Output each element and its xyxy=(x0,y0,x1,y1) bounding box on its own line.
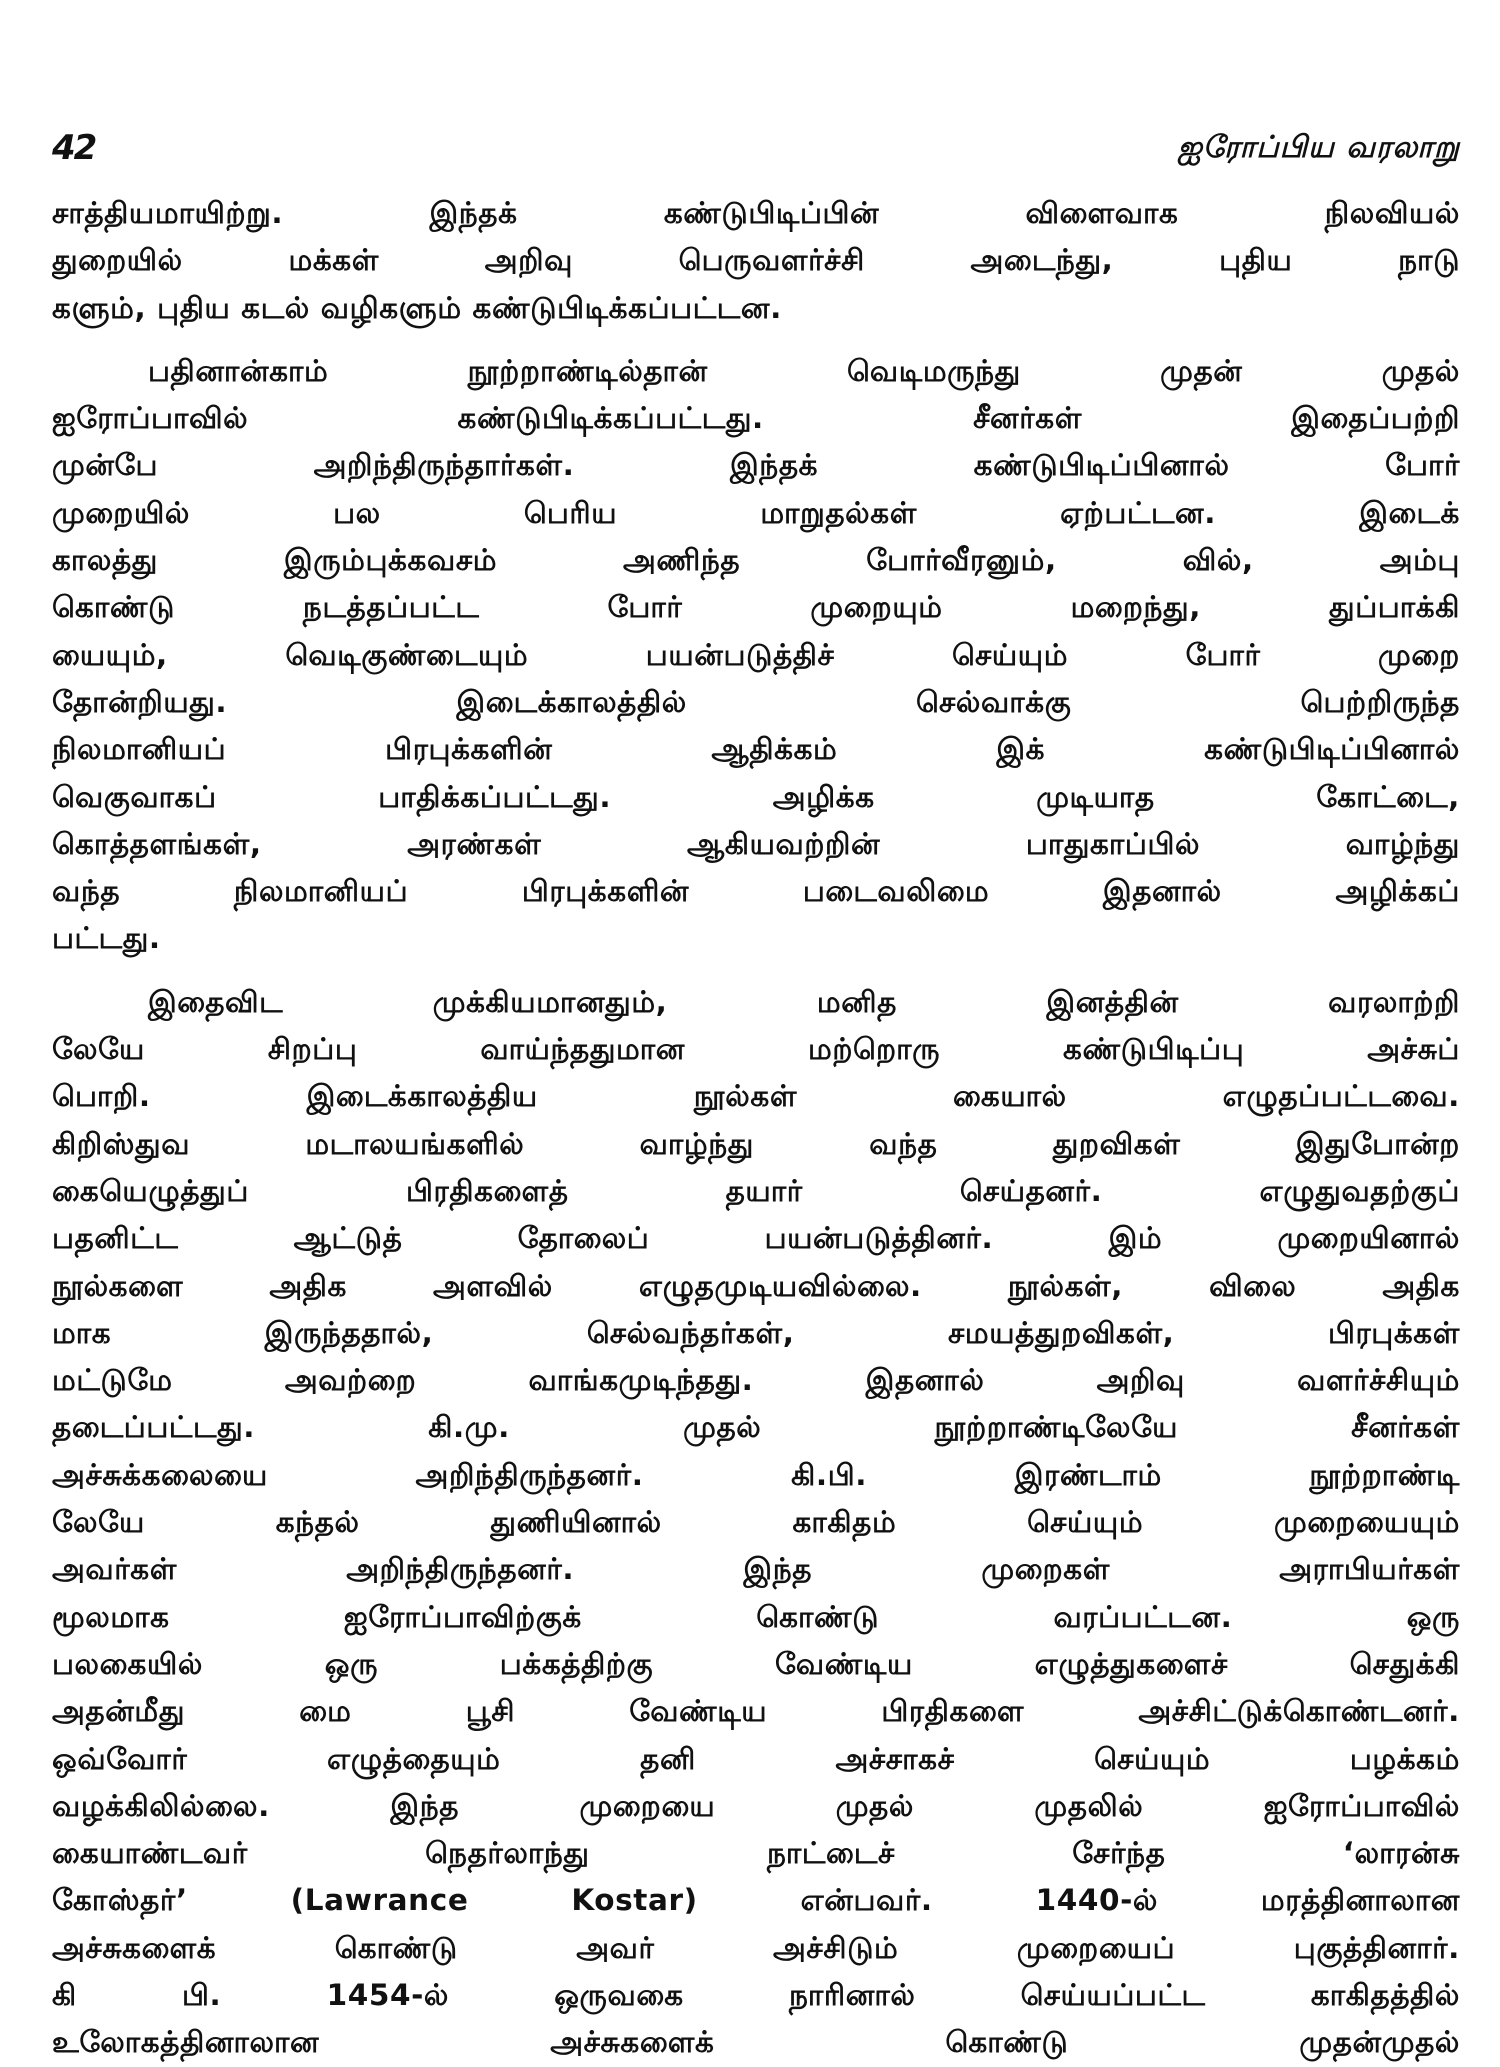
text-line: கொண்டு நடத்தப்பட்ட போர் முறையும் மறைந்து, துப்பாக்கி xyxy=(52,590,1460,625)
text-line: பதினான்காம் நூற்றாண்டில்தான் வெடிமருந்து முதன் முதல் xyxy=(148,353,1460,388)
text-line: நூல்களை அதிக அளவில் எழுதமுடியவில்லை. நூல்கள், விலை அதிக xyxy=(52,1268,1460,1303)
paragraph-3 xyxy=(52,979,1460,2067)
text-line: வழக்கிலில்லை. இந்த முறையை முதல் முதலில் ஐரோப்பாவில் xyxy=(52,1788,1460,1823)
text-line: பதனிட்ட ஆட்டுத் தோலைப் பயன்படுத்தினர். இம் முறையினால் xyxy=(52,1221,1460,1256)
text-line: இதைவிட முக்கியமானதும், மனித இனத்தின் வரலாற்றி xyxy=(148,984,1460,1019)
text-line: நிலமானியப் பிரபுக்களின் ஆதிக்கம் இக் கண்டுபிடிப்பினால் xyxy=(52,732,1460,767)
text-line: மாக இருந்ததால், செல்வந்தர்கள், சமயத்துறவிகள், பிரபுக்கள் xyxy=(52,1315,1460,1350)
text-line: வந்த நிலமானியப் பிரபுக்களின் படைவலிமை இதனால் அழிக்கப் xyxy=(52,874,1460,909)
text-line: கி பி. 1454-ல் ஒருவகை நாரினால் செய்யப்பட்ட காகிதத்தில் xyxy=(52,1977,1460,2012)
text-line: காலத்து இரும்புக்கவசம் அணிந்த போர்வீரனும், வில், அம்பு xyxy=(52,543,1460,578)
text-line: துறையில் மக்கள் அறிவு பெருவளர்ச்சி அடைந்து, புதிய நாடு xyxy=(52,243,1460,278)
text-line: வெகுவாகப் பாதிக்கப்பட்டது. அழிக்க முடியாத கோட்டை, xyxy=(52,779,1460,814)
text-line: ஐரோப்பாவில் கண்டுபிடிக்கப்பட்டது. சீனர்கள் இதைப்பற்றி xyxy=(52,401,1460,436)
text-line: தோன்றியது. இடைக்காலத்தில் செல்வாக்கு பெற்றிருந்த xyxy=(52,684,1460,719)
text-line: முன்பே அறிந்திருந்தார்கள். இந்தக் கண்டுபிடிப்பினால் போர் xyxy=(52,448,1460,483)
text-line: ஒவ்வோர் எழுத்தையும் தனி அச்சாகச் செய்யும் பழக்கம் xyxy=(52,1741,1460,1776)
paragraph-1 xyxy=(52,190,1460,332)
text-line: கையெழுத்துப் பிரதிகளைத் தயார் செய்தனர். எழுதுவதற்குப் xyxy=(52,1173,1460,1208)
text-line: மட்டுமே அவற்றை வாங்கமுடிந்தது. இதனால் அறிவு வளர்ச்சியும் xyxy=(52,1363,1460,1398)
text-line: அச்சுக்கலையை அறிந்திருந்தனர். கி.பி. இரண்டாம் நூற்றாண்டி xyxy=(52,1457,1460,1492)
text-line: அவர்கள் அறிந்திருந்தனர். இந்த முறைகள் அராபியர்கள் xyxy=(52,1552,1460,1587)
text-line: கோஸ்தர்’ (Lawrance Kostar) என்பவர். 1440-ல் மரத்தினாலான xyxy=(52,1883,1460,1918)
text-line: யையும், வெடிகுண்டையும் பயன்படுத்திச் செய்யும் போர் முறை xyxy=(52,637,1460,672)
text-line: பலகையில் ஒரு பக்கத்திற்கு வேண்டிய எழுத்துகளைச் செதுக்கி xyxy=(52,1646,1460,1681)
paragraph-gap xyxy=(52,332,1460,348)
text-line: கிறிஸ்துவ மடாலயங்களில் வாழ்ந்து வந்த துறவிகள் இதுபோன்ற xyxy=(52,1126,1460,1161)
text-line: லேயே கந்தல் துணியினால் காகிதம் செய்யும் முறையையும் xyxy=(52,1505,1460,1540)
text-line: முறையில் பல பெரிய மாறுதல்கள் ஏற்பட்டன. இடைக் xyxy=(52,495,1460,530)
text-line: பட்டது. xyxy=(52,921,161,956)
text-line: களும், புதிய கடல் வழிகளும் கண்டுபிடிக்கப்பட்டன. xyxy=(52,290,782,325)
text-line: பொறி. இடைக்காலத்திய நூல்கள் கையால் எழுதப்பட்டவை. xyxy=(52,1079,1460,1114)
text-line: கையாண்டவர் நெதர்லாந்து நாட்டைச் சேர்ந்த ‘லாரன்சு xyxy=(52,1836,1460,1871)
text-line: சாத்தியமாயிற்று. இந்தக் கண்டுபிடிப்பின் விளைவாக நிலவியல் xyxy=(52,196,1460,230)
paragraph-2 xyxy=(52,348,1460,963)
text-line: மூலமாக ஐரோப்பாவிற்குக் கொண்டு வரப்பட்டன. ஒரு xyxy=(52,1599,1460,1634)
text-line: அதன்மீது மை பூசி வேண்டிய பிரதிகளை அச்சிட்டுக்கொண்டனர். xyxy=(52,1694,1460,1729)
text-line: கொத்தளங்கள், அரண்கள் ஆகியவற்றின் பாதுகாப்பில் வாழ்ந்து xyxy=(52,826,1460,861)
paragraph-gap xyxy=(52,963,1460,979)
page-header xyxy=(52,128,1460,180)
text-line: லேயே சிறப்பு வாய்ந்ததுமான மற்றொரு கண்டுபிடிப்பு அச்சுப் xyxy=(52,1032,1460,1067)
text-line: உலோகத்தினாலான அச்சுகளைக் கொண்டு முதன்முதல் xyxy=(52,2025,1460,2060)
text-line: அச்சுகளைக் கொண்டு அவர் அச்சிடும் முறையைப் புகுத்தினார். xyxy=(52,1930,1460,1965)
text-line: தடைப்பட்டது. கி.மு. முதல் நூற்றாண்டிலேயே சீனர்கள் xyxy=(52,1410,1460,1445)
page-number: 42 xyxy=(52,128,96,168)
running-title: ஐரோப்பிய வரலாறு xyxy=(1177,130,1460,165)
